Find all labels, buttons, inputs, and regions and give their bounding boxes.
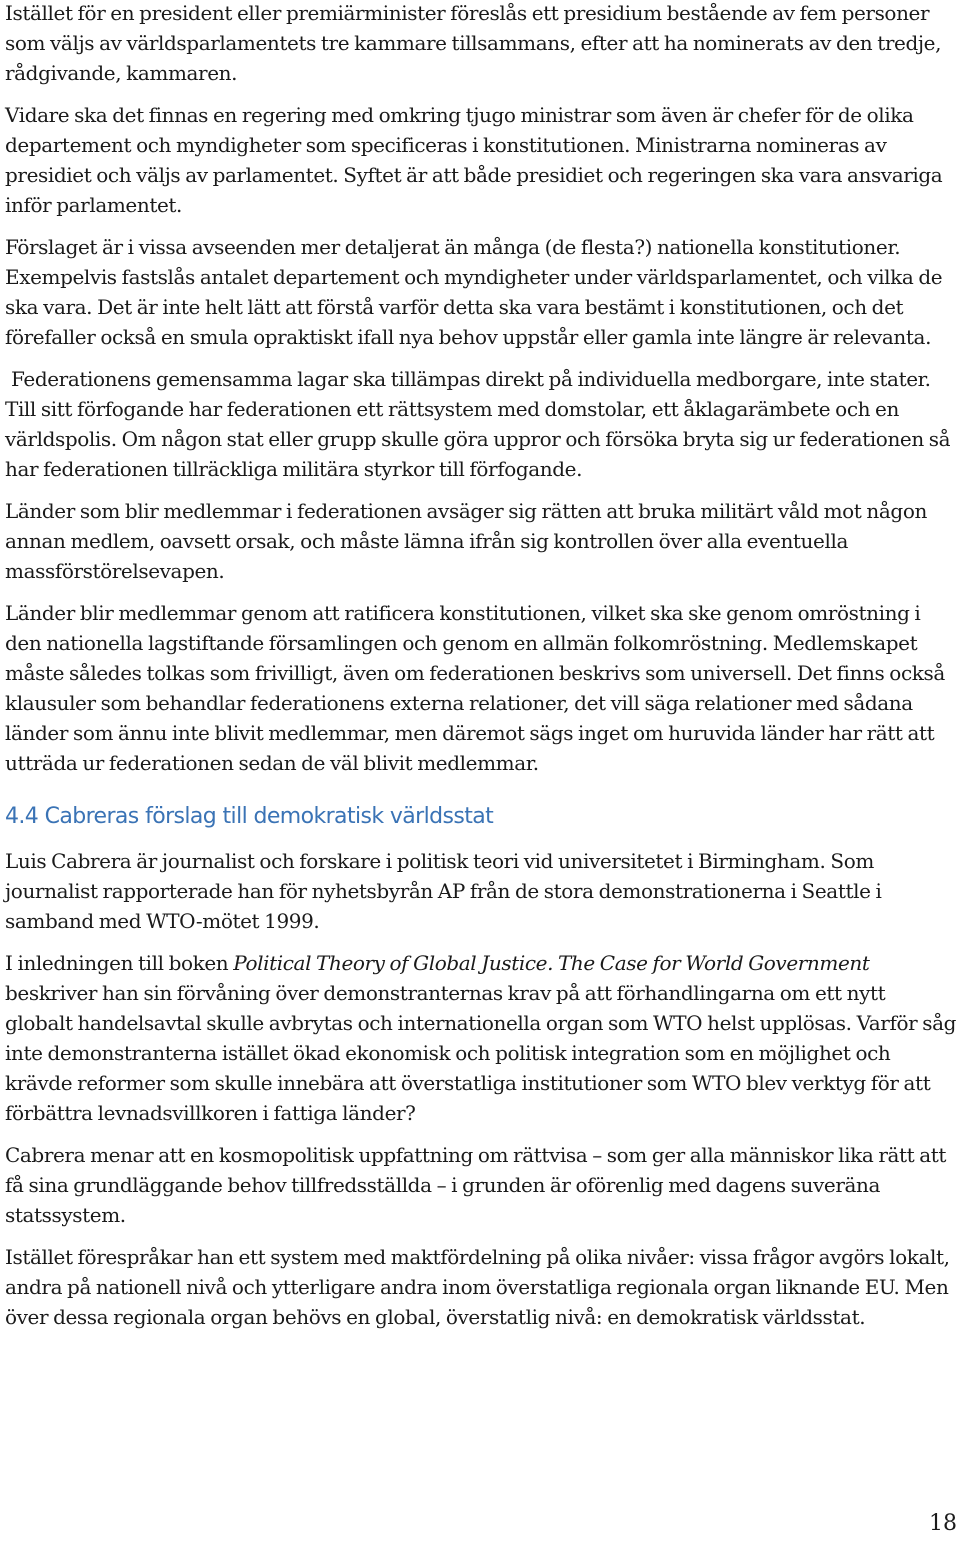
paragraph-multilevel-system: Istället förespråkar han ett system med maktfördelning på olika nivåer: vissa frågor avgörs lokalt, andra på nationell nivå och ytterligare andra inom överstatliga regionala organ liknande EU. Men över dessa regionala organ behövs en global, överstatlig nivå: en demokratisk världsstat. — [5, 1245, 950, 1329]
book-paragraph-rest: beskriver han sin förvåning över demonstranternas krav på att förhandlingarna om ett nytt globalt handelsavtal skulle avbrytas och internationella organ som WTO helst upplösas. Varför såg inte demonstranterna istället ökad ekonomisk och politisk integration som en möjlighet och krävde reformer som skulle innebära att överstatliga institutioner som WTO blev verktyg för att förbättra levnadsvillkoren i fattiga länder? — [5, 981, 957, 1125]
paragraph-book-introduction — [5, 948, 957, 1128]
paragraph-federal-laws: Federationens gemensamma lagar ska tillämpas direkt på individuella medborgare, inte stater. Till sitt förfogande har federationen ett rättsystem med domstolar, ett åklagarämbete och en världspolis. Om någon stat eller grupp skulle göra uppror och försöka bryta sig ur federationen så har federationen tillräckliga militära styrkor till förfogande. — [5, 367, 951, 481]
book-title: Political Theory of Global Justice. The Case for World Government — [233, 951, 870, 975]
paragraph-cabrera-intro: Luis Cabrera är journalist och forskare i politisk teori vid universitetet i Birmingham. Som journalist rapporterade han för nyhetsbyrån AP från de stora demonstrationerna i Seattle i samband med WTO-mötet 1999. — [5, 849, 882, 933]
paragraph-proposal-detail: Förslaget är i vissa avseenden mer detaljerat än många (de flesta?) nationella konstitutioner. Exempelvis fastslås antalet departement och myndigheter under världsparlamentet, och vilka de ska vara. Det är inte helt lätt att förstå varför detta ska vara bestämt i konstitutionen, och det förefaller också en smula opraktiskt ifall nya behov uppstår eller gamla inte längre är relevanta. — [5, 235, 943, 349]
book-paragraph-lead: I inledningen till boken — [5, 951, 234, 975]
paragraph-member-states-military: Länder som blir medlemmar i federationen avsäger sig rätten att bruka militärt våld mot någon annan medlem, oavsett orsak, och måste lämna ifrån sig kontrollen över alla eventuella massförstörelsevapen. — [5, 499, 927, 583]
page-body — [5, 0, 957, 1344]
paragraph-cosmopolitan-justice: Cabrera menar att en kosmopolitisk uppfattning om rättvisa – som ger alla människor lika rätt att få sina grundläggande behov tillfredsställda – i grunden är oförenlig med dagens suveräna statssystem. — [5, 1143, 947, 1227]
paragraph-presidium: Istället för en president eller premiärminister föreslås ett presidium bestående av fem personer som väljs av världsparlamentets tre kammare tillsammans, efter att ha nominerats av den tredje, rådgivande, kammaren. — [5, 1, 942, 85]
paragraph-membership: Länder blir medlemmar genom att ratificera konstitutionen, vilket ska ske genom omröstning i den nationella lagstiftande församlingen och genom en allmän folkomröstning. Medlemskapet måste således tolkas som frivilligt, även om federationen beskrivs som universell. Det finns också klausuler som behandlar federationens externa relationer, det vill säga relationer med sådana länder som ännu inte blivit medlemmar, men däremot sägs inget om huruvida länder har rätt att utträda ur federationen sedan de väl blivit medlemmar. — [5, 601, 945, 775]
page-number: 18 — [929, 1511, 957, 1536]
paragraph-government: Vidare ska det finnas en regering med omkring tjugo ministrar som även är chefer för de olika departement och myndigheter som specificeras i konstitutionen. Ministrarna nomineras av presidiet och väljs av parlamentet. Syftet är att både presidiet och regeringen ska vara ansvariga inför parlamentet. — [5, 103, 943, 217]
section-heading: 4.4 Cabreras förslag till demokratisk världsstat — [5, 804, 494, 829]
